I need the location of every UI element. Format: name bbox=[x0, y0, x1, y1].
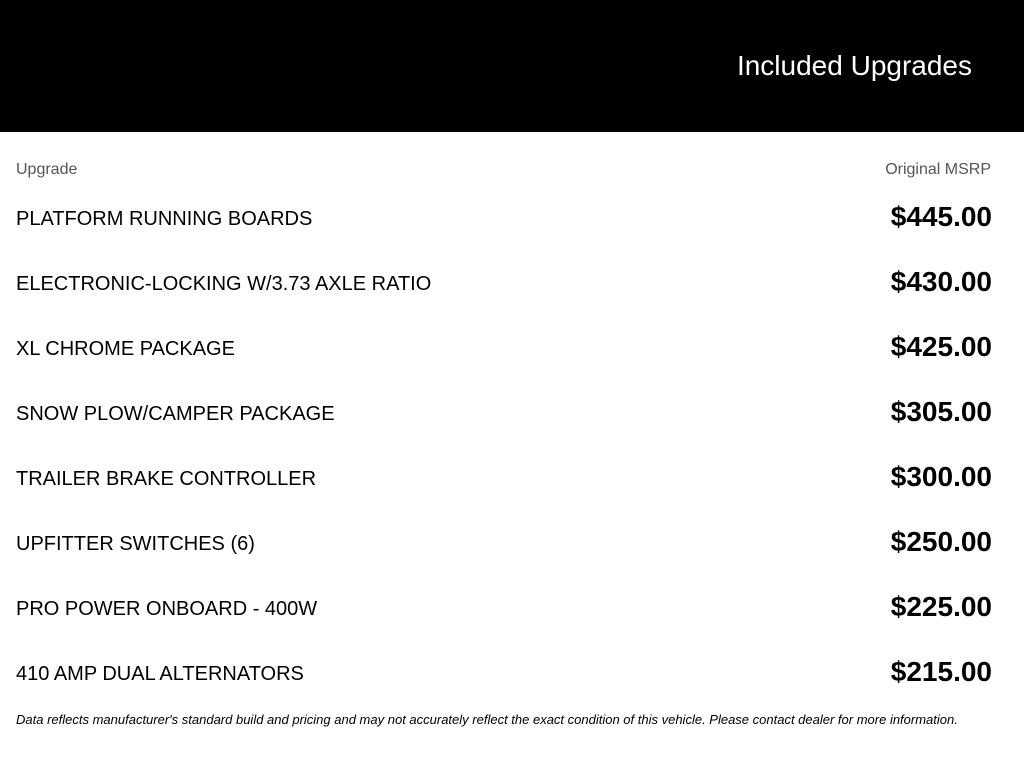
column-header-upgrade: Upgrade bbox=[16, 161, 78, 178]
upgrade-row bbox=[0, 450, 1024, 515]
upgrade-name: ELECTRONIC-LOCKING W/3.73 AXLE RATIO bbox=[16, 273, 432, 295]
upgrade-name: 410 AMP DUAL ALTERNATORS bbox=[16, 663, 304, 685]
upgrade-name: TRAILER BRAKE CONTROLLER bbox=[16, 468, 317, 490]
upgrade-price: $430.00 bbox=[890, 266, 992, 297]
upgrade-name: PLATFORM RUNNING BOARDS bbox=[16, 208, 313, 230]
upgrade-price: $215.00 bbox=[890, 656, 992, 687]
upgrade-name: XL CHROME PACKAGE bbox=[16, 338, 235, 360]
upgrade-row bbox=[0, 255, 1024, 320]
upgrade-price: $445.00 bbox=[890, 201, 992, 232]
upgrade-row bbox=[0, 320, 1024, 385]
upgrade-row bbox=[0, 515, 1024, 580]
upgrade-row bbox=[0, 645, 1024, 710]
upgrade-row bbox=[0, 190, 1024, 255]
upgrade-name: PRO POWER ONBOARD - 400W bbox=[16, 598, 318, 620]
page-title: Included Upgrades bbox=[736, 50, 972, 81]
upgrade-name: UPFITTER SWITCHES (6) bbox=[16, 533, 255, 555]
upgrade-price: $425.00 bbox=[890, 331, 992, 362]
column-header-msrp: Original MSRP bbox=[885, 161, 991, 178]
upgrade-row bbox=[0, 385, 1024, 450]
header-banner bbox=[0, 0, 1024, 132]
upgrade-price: $305.00 bbox=[890, 396, 992, 427]
upgrade-name: SNOW PLOW/CAMPER PACKAGE bbox=[16, 403, 335, 425]
upgrade-price: $250.00 bbox=[890, 526, 992, 557]
upgrade-row bbox=[0, 580, 1024, 645]
upgrades-list bbox=[0, 190, 1024, 710]
upgrade-price: $300.00 bbox=[890, 461, 992, 492]
disclaimer-text: Data reflects manufacturer's standard build and pricing and may not accurately reflect the exact condition of this vehicle. Please contact dealer for more information. bbox=[16, 712, 958, 727]
upgrade-price: $225.00 bbox=[890, 591, 992, 622]
